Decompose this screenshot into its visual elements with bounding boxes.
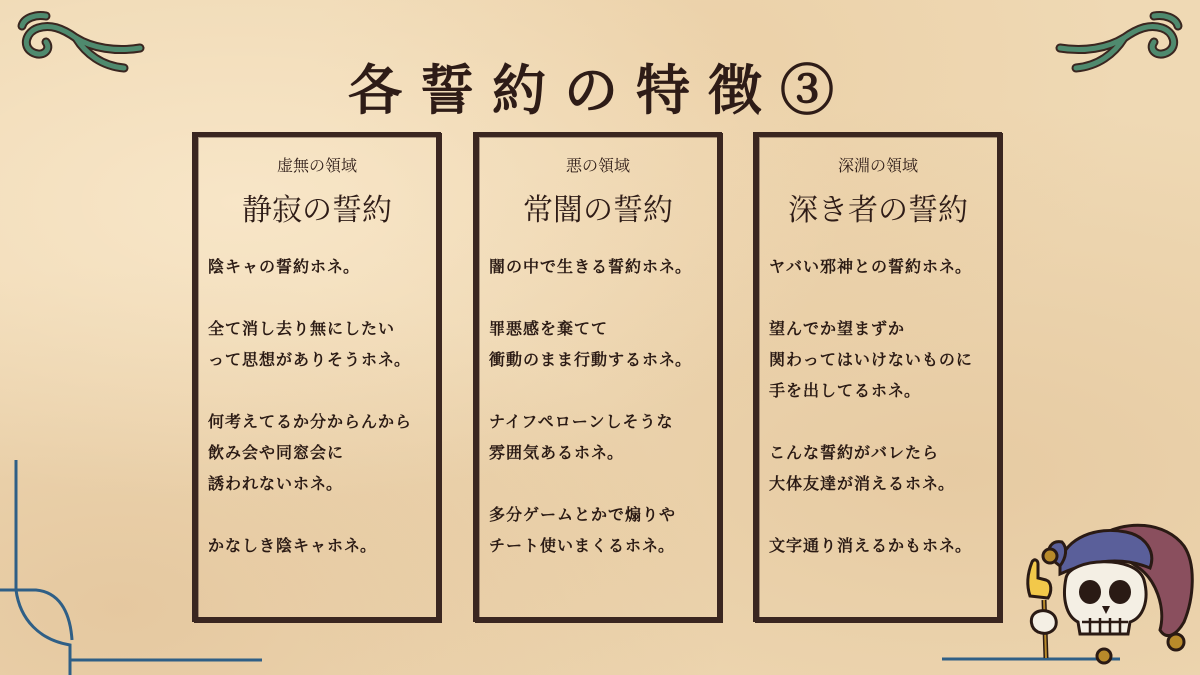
card-oath-name: 静寂の誓約 — [242, 193, 392, 228]
oath-card-darkness — [474, 132, 722, 622]
card-domain-label: 深淵の領域 — [837, 156, 918, 175]
card-oath-name: 常闇の誓約 — [523, 193, 673, 228]
oath-card-silence — [193, 132, 441, 622]
page-title: 各誓約の特徴③ — [348, 58, 852, 122]
card-description: 陰キャの誓約ホネ。 全て消し去り無にしたい って思想がありそうホネ。 何考えてるか分からんから 飲み会や同窓会に 誘われないホネ。 かなしき陰キャホネ。 — [208, 257, 413, 555]
oath-card-deep-ones — [754, 132, 1002, 622]
card-domain-label: 虚無の領域 — [276, 156, 357, 175]
skeleton-jester-mascot-icon — [1016, 518, 1200, 668]
card-description: ヤバい邪神との誓約ホネ。 望んでか望まずか 関わってはいけないものに 手を出してるホネ。 こんな誓約がバレたら 大体友達が消えるホネ。 文字通り消えるかもホネ。 — [769, 257, 973, 555]
card-oath-name: 深き者の誓約 — [788, 193, 968, 228]
card-description: 闇の中で生きる誓約ホネ。 罪悪感を棄てて 衝動のまま行動するホネ。 ナイフペローンしそうな 雰囲気あるホネ。 多分ゲームとかで煽りや チート使いまくるホネ。 — [489, 257, 693, 555]
card-domain-label: 悪の領域 — [565, 156, 630, 175]
